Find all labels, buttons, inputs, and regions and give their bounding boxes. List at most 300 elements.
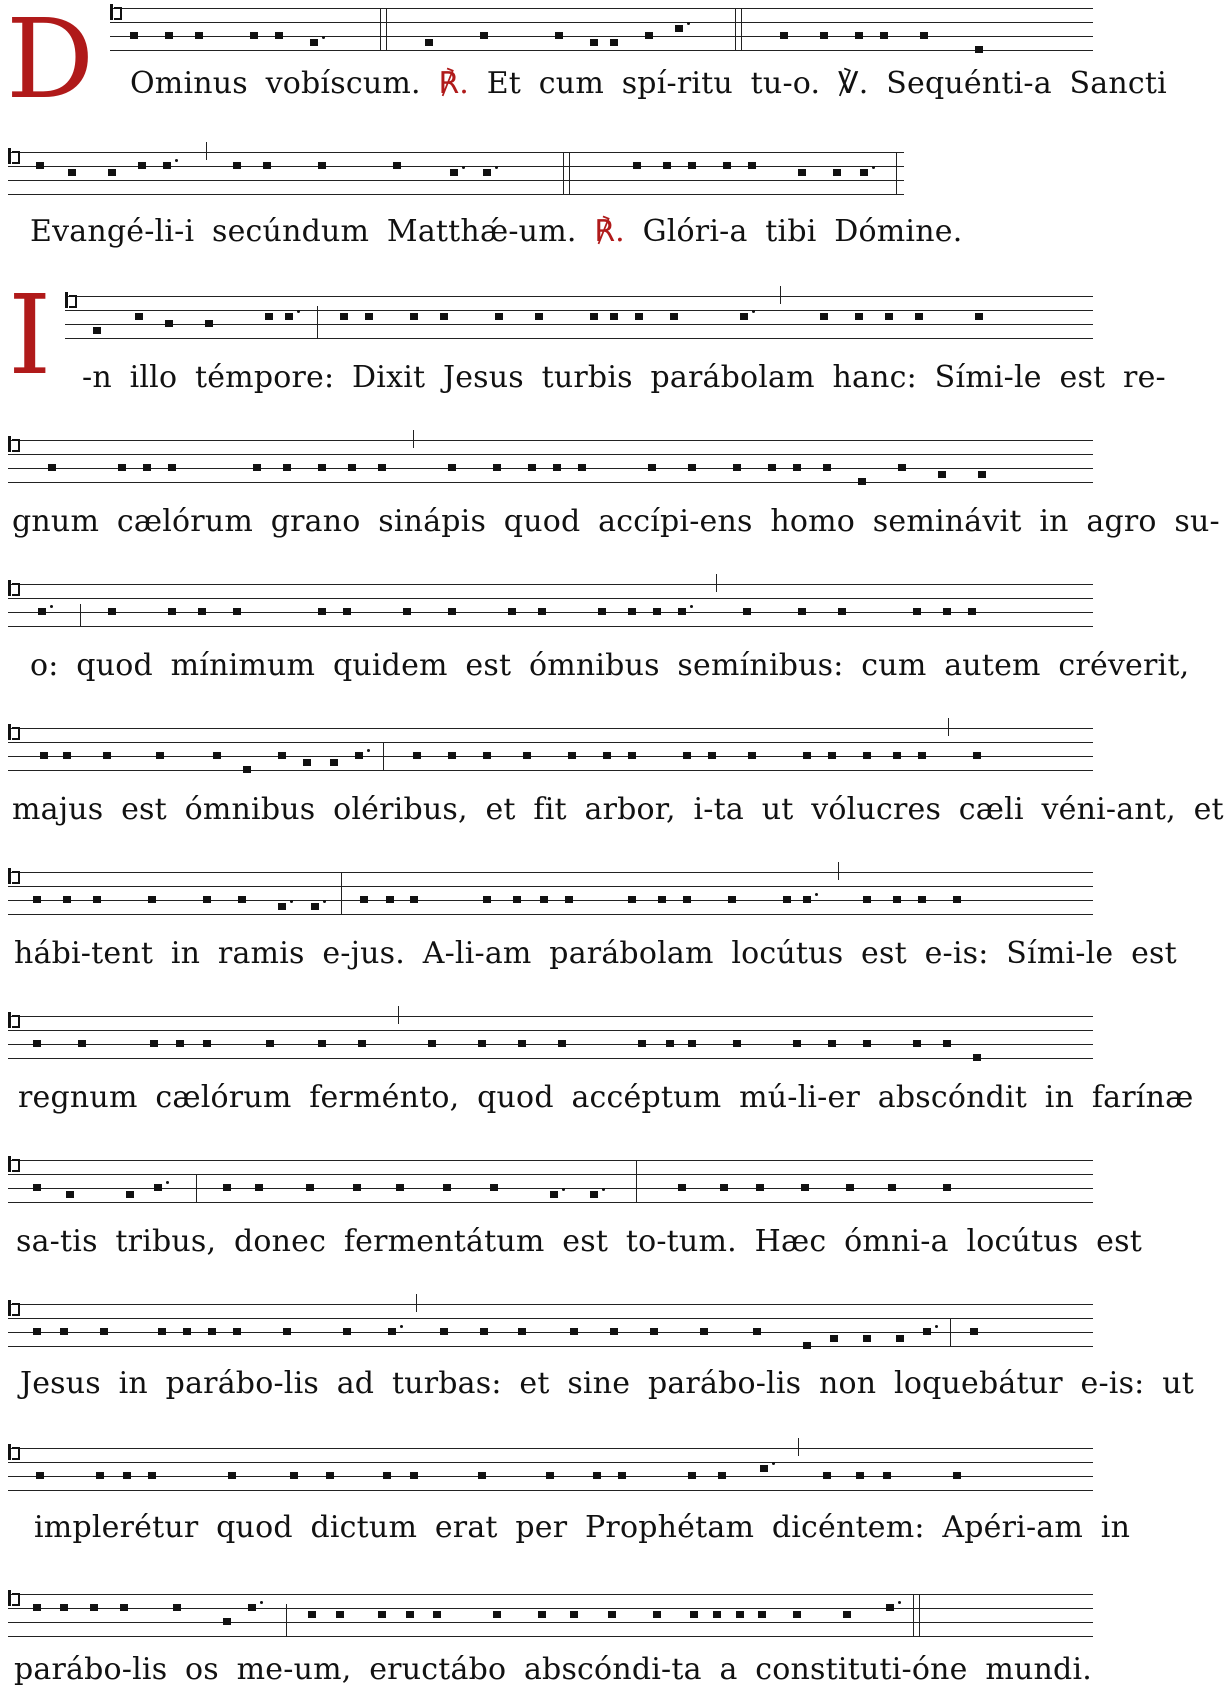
- neume-note: [275, 32, 283, 39]
- neume-note: [283, 1328, 291, 1335]
- lyric-line-4: gnum cælórum grano sinápis quod accípi-ens homo seminávit in agro su-: [12, 504, 1220, 539]
- neume-note: [678, 1184, 686, 1191]
- neume-note: [348, 464, 356, 471]
- staff-line: [110, 8, 1093, 9]
- neume-note: [828, 1040, 836, 1047]
- neume-note: [603, 752, 611, 759]
- c-clef-icon: [8, 1012, 16, 1028]
- staff-line: [8, 756, 1093, 757]
- neume-note: [310, 39, 318, 46]
- neume-note: [893, 896, 901, 903]
- neume-note: [598, 608, 606, 615]
- neume-note: [860, 169, 868, 176]
- bar-line: [950, 1318, 951, 1346]
- neume-note: [243, 766, 251, 773]
- staff-line: [8, 900, 1093, 901]
- neume-note: [918, 752, 926, 759]
- neume-note: [360, 896, 368, 903]
- neume-note: [855, 313, 863, 320]
- neume-note: [66, 1191, 74, 1198]
- initial-d: D: [6, 0, 95, 123]
- neume-note: [736, 1611, 744, 1618]
- neume-note: [663, 162, 671, 169]
- neume-note: [38, 608, 46, 615]
- neume-note: [478, 1472, 486, 1479]
- neume-note: [943, 608, 951, 615]
- c-clef-icon: [8, 724, 16, 740]
- neume-note: [393, 162, 401, 169]
- neume-note: [590, 313, 598, 320]
- neume-note: [803, 752, 811, 759]
- c-clef-icon: [8, 1156, 16, 1172]
- neume-note: [975, 313, 983, 320]
- neume-note: [590, 1191, 598, 1198]
- quarter-bar: [716, 574, 717, 592]
- neume-note: [100, 1328, 108, 1335]
- bar-line: [563, 152, 570, 194]
- staff-line: [8, 1044, 1093, 1045]
- lyric-line-1: Ominus vobíscum. ℟. Et cum spí-ritu tu-o. ℣. Sequénti-a Sancti: [130, 66, 1167, 101]
- neume-note: [780, 32, 788, 39]
- neume-note: [610, 39, 618, 46]
- neume-note: [683, 752, 691, 759]
- staff-line: [8, 1188, 1093, 1189]
- neume-note: [578, 464, 586, 471]
- neume-note: [198, 608, 206, 615]
- neume-note: [33, 1328, 41, 1335]
- quarter-bar: [798, 1438, 799, 1456]
- bar-line: [383, 742, 384, 770]
- neume-note: [885, 313, 893, 320]
- neume-note: [233, 162, 241, 169]
- neume-note: [311, 903, 319, 910]
- neume-note: [863, 896, 871, 903]
- neume-note: [590, 39, 598, 46]
- neume-note: [143, 464, 151, 471]
- neume-note: [896, 1335, 904, 1342]
- staff-line: [8, 742, 1093, 743]
- neume-note: [828, 752, 836, 759]
- neume-note: [63, 896, 71, 903]
- lyric-line-7: hábi-tent in ramis e-jus. A-li-am parábolam locútus est e-is: Sími-le est: [14, 936, 1177, 971]
- neume-note: [688, 1040, 696, 1047]
- neume-note: [135, 313, 143, 320]
- neume-note: [540, 896, 548, 903]
- neume-note: [440, 1328, 448, 1335]
- staff-line: [8, 598, 1093, 599]
- neume-note: [318, 464, 326, 471]
- neume-note: [406, 1611, 414, 1618]
- quarter-bar: [838, 862, 839, 880]
- staff-line: [8, 770, 1093, 771]
- neume-note: [610, 1328, 618, 1335]
- neume-note: [723, 162, 731, 169]
- staff-line: [8, 1608, 1093, 1609]
- neume-note: [148, 1472, 156, 1479]
- staff: [8, 1160, 1093, 1204]
- neume-note: [165, 32, 173, 39]
- neume-note: [558, 1040, 566, 1047]
- quarter-bar: [780, 286, 781, 304]
- neume-note: [635, 313, 643, 320]
- neume-note: [410, 313, 418, 320]
- neume-note: [975, 46, 983, 53]
- neume-note: [843, 1611, 851, 1618]
- neume-note: [678, 608, 686, 615]
- neume-note: [183, 1328, 191, 1335]
- neume-note: [793, 1611, 801, 1618]
- lyric-line-10: Jesus in parábo-lis ad turbas: et sine parábo-lis non loquebátur e-is: ut: [20, 1366, 1195, 1401]
- neume-note: [798, 608, 806, 615]
- neume-note: [40, 752, 48, 759]
- neume-note: [156, 752, 164, 759]
- staff: [8, 584, 1093, 628]
- neume-note: [410, 1472, 418, 1479]
- staff-line: [8, 886, 1093, 887]
- c-clef-icon: [65, 292, 73, 308]
- lyric-line-6: majus est ómnibus oléribus, et fit arbor, i-ta ut vólucres cæli véni-ant, et: [12, 792, 1224, 827]
- neume-note: [96, 1472, 104, 1479]
- quarter-bar: [948, 718, 949, 736]
- neume-note: [36, 162, 44, 169]
- neume-note: [448, 608, 456, 615]
- staff-line: [65, 324, 1093, 325]
- neume-note: [823, 1472, 831, 1479]
- bar-line: [286, 1604, 287, 1636]
- neume-note: [480, 32, 488, 39]
- neume-note: [645, 32, 653, 39]
- neume-note: [758, 1611, 766, 1618]
- neume-note: [973, 752, 981, 759]
- staff-line: [65, 338, 1093, 339]
- staff-line: [8, 1160, 1093, 1161]
- neume-note: [838, 608, 846, 615]
- neume-note: [448, 464, 456, 471]
- neume-note: [535, 313, 543, 320]
- neume-note: [126, 1191, 134, 1198]
- neume-note: [60, 1604, 68, 1611]
- neume-note: [863, 1335, 871, 1342]
- neume-note: [863, 1040, 871, 1047]
- neume-note: [213, 752, 221, 759]
- neume-note: [60, 1328, 68, 1335]
- neume-note: [633, 162, 641, 169]
- neume-note: [33, 1040, 41, 1047]
- neume-note: [756, 1184, 764, 1191]
- neume-note: [93, 896, 101, 903]
- neume-note: [920, 32, 928, 39]
- neume-note: [855, 32, 863, 39]
- neume-note: [255, 1184, 263, 1191]
- staff: [8, 1594, 1093, 1638]
- staff-line: [8, 1462, 1093, 1463]
- neume-note: [493, 1611, 501, 1618]
- staff-line: [8, 440, 1093, 441]
- neume-note: [608, 1611, 616, 1618]
- neume-note: [443, 1184, 451, 1191]
- neume-note: [690, 1611, 698, 1618]
- neume-note: [953, 896, 961, 903]
- staff-line: [8, 180, 904, 181]
- neume-note: [628, 896, 636, 903]
- neume-note: [801, 1184, 809, 1191]
- neume-note: [396, 1184, 404, 1191]
- neume-note: [953, 1472, 961, 1479]
- neume-note: [318, 608, 326, 615]
- neume-note: [278, 903, 286, 910]
- neume-note: [388, 1328, 396, 1335]
- neume-note: [386, 896, 394, 903]
- staff-line: [8, 1594, 1093, 1595]
- lyric-line-11: implerétur quod dictum erat per Prophétam dicéntem: Apéri-am in: [34, 1510, 1131, 1545]
- staff-line: [8, 1318, 1093, 1319]
- neume-note: [740, 313, 748, 320]
- neume-note: [343, 608, 351, 615]
- neume-note: [483, 896, 491, 903]
- staff-line: [8, 872, 1093, 873]
- neume-note: [90, 1604, 98, 1611]
- neume-note: [278, 752, 286, 759]
- neume-note: [913, 1040, 921, 1047]
- neume-note: [846, 1184, 854, 1191]
- neume-note: [285, 313, 293, 320]
- neume-note: [970, 1328, 978, 1335]
- staff-line: [110, 22, 1093, 23]
- neume-note: [150, 1040, 158, 1047]
- bar-line: [80, 604, 81, 626]
- neume-note: [154, 1184, 162, 1191]
- neume-note: [518, 1040, 526, 1047]
- neume-note: [688, 1472, 696, 1479]
- neume-note: [158, 1328, 166, 1335]
- neume-note: [340, 313, 348, 320]
- staff: [8, 1016, 1093, 1060]
- bar-line: [896, 152, 897, 194]
- neume-note: [820, 313, 828, 320]
- quarter-bar: [413, 430, 414, 448]
- neume-note: [138, 162, 146, 169]
- staff-line: [8, 1016, 1093, 1017]
- neume-note: [973, 1054, 981, 1061]
- neume-note: [688, 464, 696, 471]
- staff: [65, 296, 1093, 340]
- neume-note: [450, 169, 458, 176]
- staff: [8, 152, 904, 196]
- neume-note: [798, 169, 806, 176]
- neume-note: [688, 162, 696, 169]
- neume-note: [36, 1472, 44, 1479]
- staff-line: [8, 728, 1093, 729]
- neume-note: [233, 608, 241, 615]
- neume-note: [943, 1040, 951, 1047]
- staff: [110, 8, 1093, 52]
- staff: [8, 1304, 1093, 1348]
- staff-line: [65, 310, 1093, 311]
- c-clef-icon: [8, 580, 16, 596]
- bar-line: [196, 1174, 197, 1202]
- neume-note: [428, 1040, 436, 1047]
- staff-line: [8, 1058, 1093, 1059]
- staff-line: [8, 482, 1093, 483]
- neume-note: [433, 1611, 441, 1618]
- neume-note: [410, 896, 418, 903]
- neume-note: [743, 608, 751, 615]
- neume-note: [355, 752, 363, 759]
- bar-line: [317, 306, 318, 338]
- neume-note: [803, 896, 811, 903]
- c-clef-icon: [8, 436, 16, 452]
- staff: [8, 440, 1093, 484]
- neume-note: [123, 1472, 131, 1479]
- staff: [8, 728, 1093, 772]
- neume-note: [713, 1611, 721, 1618]
- neume-note: [858, 478, 866, 485]
- staff-line: [8, 194, 904, 195]
- neume-note: [650, 1328, 658, 1335]
- neume-note: [648, 464, 656, 471]
- neume-note: [205, 320, 213, 327]
- quarter-bar: [398, 1006, 399, 1024]
- neume-note: [223, 1184, 231, 1191]
- neume-note: [528, 464, 536, 471]
- neume-note: [638, 1040, 646, 1047]
- neume-note: [195, 32, 203, 39]
- neume-note: [208, 1328, 216, 1335]
- neume-note: [318, 1040, 326, 1047]
- neume-note: [720, 1184, 728, 1191]
- neume-note: [803, 1342, 811, 1349]
- neume-note: [253, 464, 261, 471]
- neume-note: [628, 608, 636, 615]
- staff-line: [8, 1490, 1093, 1491]
- staff-line: [8, 1636, 1093, 1637]
- neume-note: [553, 464, 561, 471]
- neume-note: [915, 313, 923, 320]
- neume-note: [793, 1040, 801, 1047]
- neume-note: [483, 169, 491, 176]
- staff-line: [8, 152, 904, 153]
- neume-note: [168, 608, 176, 615]
- neume-note: [33, 1604, 41, 1611]
- neume-note: [658, 896, 666, 903]
- neume-note: [610, 313, 618, 320]
- c-clef-icon: [8, 148, 16, 164]
- neume-note: [263, 162, 271, 169]
- staff-line: [110, 50, 1093, 51]
- bar-line: [380, 8, 387, 50]
- neume-note: [570, 1328, 578, 1335]
- neume-note: [570, 1611, 578, 1618]
- neume-note: [308, 1611, 316, 1618]
- neume-note: [168, 464, 176, 471]
- neume-note: [768, 464, 776, 471]
- neume-note: [823, 464, 831, 471]
- neume-note: [33, 1184, 41, 1191]
- neume-note: [493, 464, 501, 471]
- neume-note: [283, 464, 291, 471]
- neume-note: [508, 608, 516, 615]
- neume-note: [550, 1191, 558, 1198]
- staff-line: [8, 1346, 1093, 1347]
- bar-line: [636, 1160, 637, 1202]
- neume-note: [938, 471, 946, 478]
- neume-note: [63, 752, 71, 759]
- neume-note: [653, 608, 661, 615]
- lyric-line-8: regnum cælórum ferménto, quod accéptum mú-li-er abscóndit in farínæ: [18, 1080, 1194, 1115]
- neume-note: [978, 471, 986, 478]
- neume-note: [893, 752, 901, 759]
- bar-line: [913, 1594, 920, 1636]
- neume-note: [330, 759, 338, 766]
- staff: [8, 872, 1093, 916]
- neume-note: [880, 32, 888, 39]
- neume-note: [78, 1040, 86, 1047]
- neume-note: [820, 32, 828, 39]
- c-clef-icon: [110, 4, 118, 20]
- neume-note: [265, 313, 273, 320]
- neume-note: [546, 1472, 554, 1479]
- neume-note: [118, 464, 126, 471]
- neume-note: [48, 464, 56, 471]
- neume-note: [518, 1328, 526, 1335]
- neume-note: [228, 1472, 236, 1479]
- lyric-line-12: parábo-lis os me-um, eructábo abscóndi-ta a constituti-óne mundi.: [14, 1652, 1092, 1687]
- neume-note: [913, 608, 921, 615]
- staff-line: [8, 1174, 1093, 1175]
- neume-note: [130, 32, 138, 39]
- neume-note: [748, 752, 756, 759]
- neume-note: [538, 608, 546, 615]
- neume-note: [760, 1465, 768, 1472]
- neume-note: [666, 1040, 674, 1047]
- bar-line: [341, 872, 342, 914]
- neume-note: [748, 162, 756, 169]
- staff: [8, 1448, 1093, 1492]
- neume-note: [93, 327, 101, 334]
- neume-note: [675, 25, 683, 32]
- neume-note: [176, 1040, 184, 1047]
- neume-note: [250, 32, 258, 39]
- neume-note: [793, 464, 801, 471]
- staff-line: [8, 626, 1093, 627]
- neume-note: [918, 896, 926, 903]
- neume-note: [618, 1472, 626, 1479]
- neume-note: [923, 1328, 931, 1335]
- neume-note: [248, 1604, 256, 1611]
- neume-note: [943, 1184, 951, 1191]
- neume-note: [495, 313, 503, 320]
- neume-note: [425, 39, 433, 46]
- neume-note: [173, 1604, 181, 1611]
- neume-note: [148, 896, 156, 903]
- staff-line: [65, 296, 1093, 297]
- lyric-line-3: -n illo témpore: Dixit Jesus turbis parábolam hanc: Sími-le est re-: [82, 360, 1166, 395]
- neume-note: [290, 1472, 298, 1479]
- neume-note: [653, 1611, 661, 1618]
- neume-note: [708, 752, 716, 759]
- neume-note: [568, 752, 576, 759]
- neume-note: [365, 313, 373, 320]
- neume-note: [898, 464, 906, 471]
- neume-note: [383, 1472, 391, 1479]
- lyric-line-2: Evangé-li-i secúndum Matthǽ-um. ℟. Glóri-a tibi Dómine.: [30, 214, 963, 249]
- staff-line: [8, 1202, 1093, 1203]
- neume-note: [203, 1040, 211, 1047]
- neume-note: [478, 1040, 486, 1047]
- neume-note: [203, 896, 211, 903]
- neume-note: [565, 896, 573, 903]
- neume-note: [108, 169, 116, 176]
